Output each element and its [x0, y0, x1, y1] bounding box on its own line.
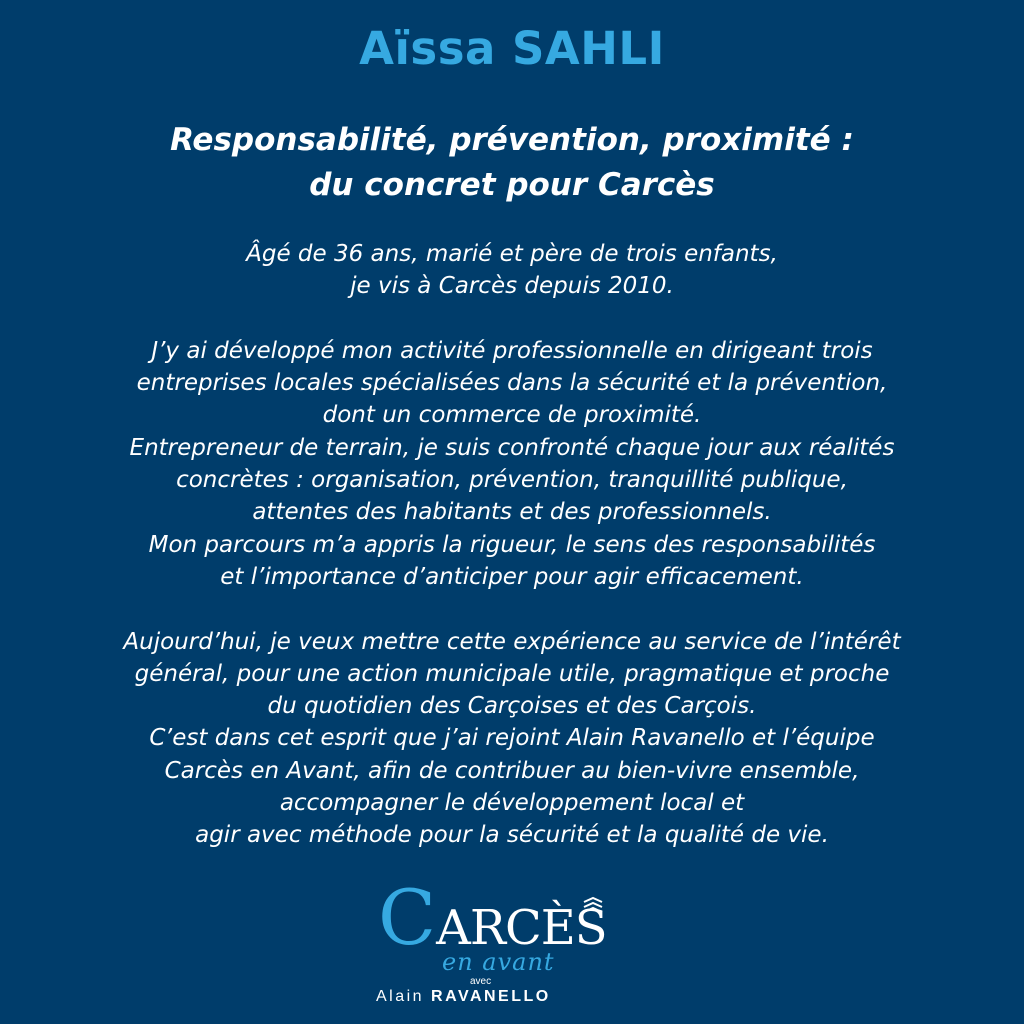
logo-signature — [376, 988, 551, 1006]
waves-icon — [582, 896, 604, 918]
body-line: attentes des habitants et des professionnels. — [252, 499, 772, 526]
body-line: Mon parcours m’a appris la rigueur, le sens des responsabilités — [148, 531, 876, 558]
body-line: du quotidien des Carçoises et des Carçois. — [267, 693, 757, 720]
biography-text — [20, 238, 1004, 852]
body-line: je vis à Carcès depuis 2010. — [350, 273, 674, 300]
body-line: accompagner le développement local et — [279, 790, 745, 817]
logo-first-name: Alain — [376, 988, 425, 1005]
body-line: Aujourd’hui, je veux mettre cette expérience au service de l’intérêt — [123, 628, 901, 655]
carces-en-avant-logo — [360, 873, 670, 1015]
body-line: dont un commerce de proximité. — [322, 402, 702, 429]
paragraph-gap — [20, 593, 1004, 625]
candidate-name: Aïssa SAHLI — [359, 22, 665, 75]
body-line: Carcès en Avant, afin de contribuer au bien-vivre ensemble, — [164, 757, 860, 784]
paragraph-gap — [20, 303, 1004, 335]
body-line: agir avec méthode pour la sécurité et la qualité de vie. — [195, 822, 829, 849]
body-line: et l’importance d’anticiper pour agir efficacement. — [220, 563, 804, 590]
logo-initial: C — [378, 873, 437, 962]
body-line: Âgé de 36 ans, marié et père de trois enfants, — [246, 241, 778, 267]
logo-last-name: RAVANELLO — [431, 988, 551, 1005]
headline-line: Responsabilité, prévention, proximité : — [170, 122, 854, 158]
headline-line: du concret pour Carcès — [309, 167, 715, 203]
logo-tagline: en avant — [442, 948, 555, 976]
headline — [0, 118, 1024, 208]
body-line: J’y ai développé mon activité professionnelle en dirigeant trois — [151, 337, 873, 364]
body-line: concrètes : organisation, prévention, tranquillité publique, — [176, 467, 848, 494]
body-line: C’est dans cet esprit que j’ai rejoint Alain Ravanello et l’équipe — [149, 725, 875, 752]
logo-avec: avec — [470, 976, 492, 987]
body-line: général, pour une action municipale utile, pragmatique et proche — [134, 660, 890, 687]
logo-wordmark-rest: ARCÈS — [436, 900, 607, 956]
body-line: entreprises locales spécialisées dans la sécurité et la prévention, — [136, 370, 888, 397]
body-line: Entrepreneur de terrain, je suis confronté chaque jour aux réalités — [129, 434, 895, 461]
